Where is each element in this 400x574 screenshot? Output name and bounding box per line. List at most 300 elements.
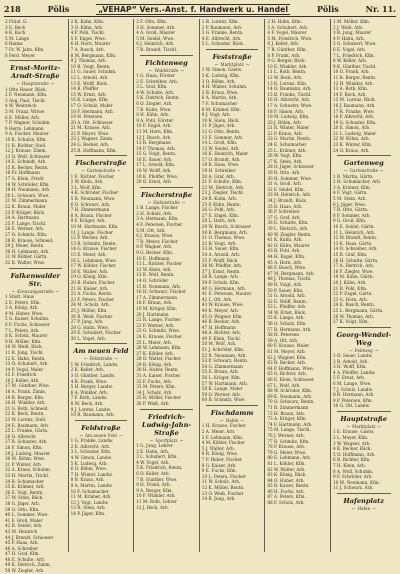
resident-entry: 1 G. Franke, Landw.	[70, 438, 114, 444]
resident-entry: 80 E. Lehmann, Arb.	[267, 455, 312, 461]
street-heading: Am neuen Feld	[73, 347, 129, 356]
street-crossing: ← Hafenstraße →	[136, 200, 197, 205]
resident-entry: 5 M. Lange	[5, 35, 30, 41]
resident-entry: 77 R. Schmitz, Kfm.	[267, 438, 310, 444]
resident-entry: 4 F. Vogel, Maurer	[267, 30, 307, 36]
resident-entry: 60 F. Krause, Maler	[267, 343, 310, 349]
resident-entry: 43 M. Heinrich	[5, 528, 38, 534]
resident-entry: 21 R. Winter, Maler	[267, 125, 310, 131]
resident-entry: 88 F. Scholz, Arb.	[267, 500, 305, 506]
resident-entry: 11 L. Heinrich, Arb.	[332, 229, 376, 235]
resident-entry: 16 L. Lehmann, Wwe.	[70, 257, 117, 263]
resident-entry: 2 E. Albrecht, Arb.	[70, 443, 111, 449]
resident-entry: 4 E. Albrecht, Arb.	[201, 35, 242, 41]
resident-entry: 12 K. Möller, Rentn.	[201, 484, 245, 490]
resident-entry: 55 E. Braun, Arb.	[201, 369, 239, 375]
resident-entry: 22 P. Werner, Arb.	[136, 322, 175, 328]
resident-entry: 10 R. Stein, Bäck.	[201, 117, 240, 123]
street-divider	[140, 187, 193, 188]
resident-entry: 5 B. Kraus, Wwe.	[201, 89, 239, 95]
resident-entry: 6 H. Horn, Maurer	[70, 41, 111, 47]
resident-entry: 46 B. Becker, Arb.	[201, 319, 241, 325]
resident-entry: 39 L. Dietrich, Arb.	[267, 225, 309, 231]
resident-entry: 21 F. Schulte, Kfm.	[201, 179, 243, 185]
resident-entry: 20 H. Winkler, Arb.	[5, 400, 46, 406]
resident-entry: 54 W. Ernst, Bäck.	[267, 309, 307, 315]
resident-entry: 16 H. Albrecht, Arb.	[267, 97, 311, 103]
street-heading: Gartenweg	[343, 159, 384, 168]
street-divider	[140, 409, 193, 410]
resident-entry: 1 Städt. Haus	[5, 293, 35, 299]
resident-entry: 15 G. Voigt, Rentn.	[136, 151, 177, 157]
resident-entry: 29 B. Otto, Arb.	[267, 170, 301, 176]
street-heading: Georg-Wendel-Weg	[336, 330, 392, 347]
resident-entry: 7 R. Günther, Kfm.	[267, 46, 307, 52]
resident-entry: 60 B. Schmitz, Wwe.	[201, 397, 246, 403]
street-heading: Falkenwalder Str.	[10, 271, 60, 288]
resident-entry: 37 G. Graf, Arb.	[267, 214, 301, 220]
resident-entry: 51 G. Arnold, Arb.	[267, 293, 306, 299]
resident-entry: 5 G. Kaiser, Schuhm.	[5, 316, 50, 322]
resident-entry: 25 P. Kühn, Rentn.	[201, 201, 241, 207]
resident-entry: 1 B. Lange, Fischer	[136, 205, 178, 211]
resident-entry: 24 M. Scholz, Arb.	[70, 302, 110, 308]
resident-entry: 79 G. Meier, Wwe.	[267, 449, 307, 455]
resident-entry: 12 P. Werner, Arb.	[70, 235, 109, 241]
resident-entry: 1 E. Richter, Fischer	[70, 173, 115, 179]
resident-entry: 5 L. Schuster, Bäck.	[201, 41, 245, 47]
resident-entry: 19 K. Pfeiffer, Wwe.	[136, 173, 179, 179]
resident-entry: 16 J. Keller, Arb.	[5, 377, 40, 383]
resident-entry: 18 B. Haas, Wwe.	[201, 162, 240, 168]
resident-entry: 21 G. Roth, Schneid.	[5, 405, 49, 411]
resident-entry: 25 L. Meier, Arb.	[136, 339, 173, 345]
street-crossing: ← Gartenstraße →	[71, 168, 132, 173]
directory-column	[265, 19, 331, 552]
resident-entry: 30 K. Bergmann, Arb.	[201, 229, 249, 235]
resident-entry: 69 K. Neumann, Arb.	[267, 393, 313, 399]
resident-entry: 32 F. Seidel, Kfm.	[267, 186, 305, 192]
resident-entry: 7 H. Winter, Landw.	[70, 471, 113, 477]
resident-entry: 18 P. Albrecht, Arb.	[332, 114, 375, 120]
resident-entry: 82 W. Walter, Arb.	[267, 466, 306, 472]
resident-entry: 15 R. Becker, Rentn.	[5, 164, 49, 170]
resident-entry: 3 G. Franke, Rentn.	[201, 30, 244, 36]
resident-entry: 26 W. Vogt, Kfm.	[267, 153, 303, 159]
resident-entry: 10 L. Peters, Fischer	[201, 473, 246, 479]
resident-entry: 71 B. Zimmermann	[267, 404, 309, 410]
resident-entry: 1 G. Jung, Lehrer	[136, 443, 173, 449]
street-crossing: ← Hafen →	[333, 506, 395, 511]
resident-entry: 31 P. Winter, Arb.	[5, 461, 42, 467]
resident-entry: 10 M. Hartmann, Kfm.	[70, 224, 119, 229]
resident-entry: 8 P. Frank, Arb.	[267, 52, 301, 58]
resident-entry: 41 K. Kuhn, Arb.	[267, 237, 303, 243]
resident-entry: 28 R. Krause, Schneid.	[5, 237, 54, 243]
resident-entry: 3 L. Schubert, Kfm.	[136, 454, 178, 460]
resident-entry: 40 W. Ziegler, Rentn.	[267, 231, 312, 237]
resident-entry: 4 W. Weinreich	[5, 103, 37, 109]
resident-entry: 20 L. Schwarz, Wwe.	[5, 192, 50, 198]
resident-entry: 18 W. Schröder, Kfm.	[5, 181, 50, 187]
resident-entry: 4 W. Vogel, Arb.	[136, 459, 170, 465]
resident-entry: 49 R. Voigt, Arb.	[267, 281, 303, 287]
resident-entry: 54 G. Zimmermann	[201, 363, 243, 369]
resident-entry: 28 O. Jäger, Schlosser	[267, 164, 314, 170]
street-divider	[206, 405, 259, 406]
resident-entry: 1 W. Friedrich, Landw.	[70, 361, 119, 367]
resident-entry: 16 K. Lange, Kfm.	[70, 97, 109, 103]
resident-entry: 35 F. Wolff, Bäck.	[201, 257, 239, 263]
resident-entry: 13 E. Wolff, Bäck.	[70, 80, 109, 86]
resident-entry: 57 W. Hartmann, Arb.	[201, 380, 249, 386]
resident-entry: 24 A. Hartmann	[5, 215, 40, 221]
resident-entry: 11 B. Richter, Stell.	[5, 142, 47, 148]
resident-entry: 22 P. Engel, Gärtn.	[332, 291, 373, 297]
resident-entry: 67 L. Wolf, Arb.	[267, 382, 301, 388]
resident-entry: 9 A. Berger, Kfm.	[136, 487, 173, 493]
resident-entry: 23 G. Schmitz, Wwe.	[136, 328, 181, 334]
resident-entry: 14 O. Baumann, Arb.	[267, 86, 312, 92]
resident-entry: 5 M. Seidel, Wwe.	[136, 35, 175, 41]
resident-entry: 23 W. Lorenz, Stell.	[5, 417, 47, 423]
resident-entry: 6 O. Keller, Arb.	[136, 471, 170, 476]
resident-entry: 9 P. Petersen, Kfm.	[332, 397, 373, 403]
resident-entry: 17 R. Franke, Wwe.	[332, 108, 375, 114]
resident-entry: 17 W. Köhler, Fischer	[70, 263, 116, 269]
resident-entry: 4 F. Petersen, Fischer	[136, 222, 183, 228]
resident-entry: 28 O. Walter, Fischer	[136, 356, 181, 362]
resident-entry: 32 B. Voigt, Arb.	[201, 240, 237, 246]
resident-entry: 61 M. Meyer, Arb.	[267, 349, 306, 355]
resident-entry: 17 A. Zimmermann	[136, 294, 178, 300]
page-header	[4, 2, 396, 16]
resident-entry: 3 Aug. Paul, Tischl.	[5, 97, 46, 103]
resident-entry: 32 B. Walter, Wwe.	[5, 259, 46, 265]
resident-entry: 5 F. Ernst, Arb.	[332, 375, 366, 381]
resident-entry: 22 P. Meyer, Wwe.	[70, 130, 110, 136]
resident-entry: 4 B. Frank, Wwe.	[70, 378, 108, 384]
resident-entry: 22 A. Fuchs, Rentn.	[70, 291, 113, 297]
resident-entry: 1 B. Martin, Gärtn.	[332, 173, 374, 179]
resident-entry: 3 L. Schuster, Kfm.	[70, 449, 112, 455]
resident-entry: 34 A. Arnold, Arb.	[201, 251, 241, 257]
resident-entry: 47 H. Graf, Kfm.	[5, 551, 40, 557]
resident-entry: 20 J. Böhm, Arb.	[267, 119, 303, 125]
resident-entry: 10 K. Schulze, Kfm.	[5, 136, 47, 142]
resident-entry: 11 M. Roth, Lehrer	[136, 498, 177, 504]
resident-entry: 24 G. Becker, Arb.	[70, 142, 110, 148]
resident-entry: 30 H. Sommer, Wwe.	[267, 175, 313, 181]
resident-entry: 8 M. Bergmann, Kfm.	[70, 52, 117, 58]
resident-entry: 4 K. Koch	[5, 30, 26, 36]
resident-entry: 6 O. Böhm, Wwe.	[70, 466, 108, 472]
resident-entry: 4 W. Schulte, Arb.	[136, 89, 175, 95]
resident-entry: 10 F. Schumacher	[70, 488, 109, 494]
resident-entry: 5 M. Franz, Witwe	[5, 108, 45, 114]
resident-entry: 27 E. Engel, Kfm.	[201, 212, 240, 218]
resident-entry: 19 M. Kuhn, Gärtn.	[332, 274, 374, 280]
resident-entry: 25 F. Lange, Tischl.	[5, 220, 47, 226]
resident-entry: 2 W. Klein, Arb.	[70, 179, 104, 185]
resident-entry: 52 E. Wolff, Rentn.	[267, 298, 308, 304]
resident-entry: 20 O. Ernst, Arb.	[136, 179, 172, 185]
resident-entry: 17 O. Brandt, Arb.	[201, 156, 241, 162]
resident-entry: 8 K. Scholz, Maurer	[5, 333, 48, 339]
street-crossing: ← Marktplatz →	[202, 62, 263, 67]
resident-entry: 16 H. Schwarz, Fischer	[136, 289, 186, 295]
resident-entry: 75 M. Lange, Tischl.	[267, 427, 311, 433]
resident-entry: 21 H. Kaiser, Arb.	[70, 285, 109, 291]
resident-entry: 10 M. Neumann, Kfm.	[332, 479, 380, 485]
resident-entry: 58 H. Petersen	[267, 332, 299, 338]
resident-entry: 20 B. Huber, Fischer	[70, 279, 115, 285]
resident-entry: 8 H. Kühn, Arb.	[136, 112, 170, 118]
street-divider	[337, 155, 391, 156]
resident-entry: 23 G. Horn, Arb.	[332, 296, 369, 302]
resident-entry: 23 G. Martin, Rentn.	[267, 136, 312, 142]
resident-entry: 15 F. Friedrich	[5, 372, 37, 378]
resident-entry: 20 A. Graf, Arb.	[201, 173, 236, 179]
resident-entry: 17 O. Schulz, Maler	[70, 102, 113, 108]
resident-entry: 8 P. Sommer, Arb.	[332, 212, 371, 218]
resident-entry: 3 A. König, Arb.	[5, 305, 39, 311]
resident-entry: 50 W. Ziegler, Arb.	[5, 568, 45, 574]
resident-entry: 20 J. Kühn, Arb.	[332, 279, 367, 285]
resident-entry: 5 J. Walter, Arb.	[201, 445, 235, 451]
resident-entry: 46 F. Busch, Wwe.	[267, 265, 307, 271]
resident-entry: 11 R. Jung, Tischl.	[5, 349, 44, 355]
resident-entry: 27 P. Jung, Arb.	[70, 319, 104, 325]
page-number: 218	[4, 4, 21, 14]
street-heading: Fischdamm	[210, 409, 254, 417]
resident-entry: 59 A. Ott, Arb.	[267, 337, 299, 343]
resident-entry: 12 G. Otto, Rentn.	[201, 128, 241, 134]
resident-entry: 13 O. Weiß, Fischer	[201, 490, 244, 496]
resident-entry: 22 P. Kraus, Arb.	[267, 130, 303, 136]
resident-entry: 2 P. Baumann, Arb.	[201, 24, 243, 30]
resident-entry: 2 L. Meyer, Kfm.	[332, 435, 369, 441]
directory-column	[134, 19, 200, 552]
street-crossing: ← Gartenstraße →	[333, 168, 395, 173]
resident-entry: 24 E. Baumann, Arb.	[5, 422, 50, 428]
resident-entry: 10 E. Winkler, Arb.	[267, 63, 308, 69]
resident-entry: 46 A. Schreiber	[5, 545, 39, 551]
resident-entry: 23 J. Ziegler, Tischl.	[201, 190, 244, 196]
resident-entry: 8 G. Kaiser, Arb.	[201, 462, 237, 468]
resident-entry: 6 Hanns	[5, 41, 23, 47]
resident-entry: 10 G. Ott, Landw.	[332, 403, 371, 409]
resident-entry: 2 B. Arnold, Arb.	[332, 358, 369, 364]
street-crossing: ← Feldweg →	[333, 348, 395, 353]
street-crossing: ← Hafen →	[202, 418, 263, 423]
resident-entry: 29 J. Ludwig, Maurer	[5, 450, 51, 456]
resident-entry: 28 F. Simon, Kfm.	[5, 445, 43, 450]
resident-entry: 5 F. Engel, Wwe.	[70, 35, 107, 41]
directory-column	[331, 19, 397, 552]
resident-entry: 8 M. Krämer, Kfm.	[201, 106, 241, 112]
resident-entry: 40 L. Sommer, Wwe.	[5, 512, 49, 518]
resident-entry: 76 J. Werner, Arb.	[267, 432, 305, 438]
street-divider	[337, 411, 391, 412]
resident-entry: 7 L. Friedrich, Kfm.	[332, 52, 375, 58]
street-crossing: ← Feldstraße →	[71, 356, 132, 361]
resident-entry: 34 B. Schumacher	[5, 478, 44, 484]
resident-entry: 17 A. Schuster, Wwe.	[267, 102, 313, 108]
resident-entry: 27 K. Stein, Arb.	[267, 158, 303, 164]
resident-entry: 65 G. Richter, Arb.	[267, 371, 307, 377]
resident-entry: 24 E. Schumacher	[267, 142, 307, 148]
resident-entry: 36 E. Vogt, Rentn.	[5, 489, 44, 495]
resident-entry: 5 G. Schubert, Wwe.	[332, 41, 377, 47]
directory-columns	[3, 19, 397, 574]
street-divider	[9, 268, 62, 269]
resident-entry: 19 M. Ludwig, Kfm.	[267, 114, 310, 120]
resident-entry: 23 F. Peters, Fischer	[70, 296, 115, 302]
resident-entry: 52 R. Neumann, Arb.	[201, 352, 247, 358]
resident-entry: 73 A. Krüger, Kfm.	[267, 416, 307, 422]
resident-entry: 39 O. Otto, Kfm.	[5, 506, 40, 512]
resident-entry: 25 L. Bergmann, Gärtn.	[332, 307, 384, 313]
resident-entry: 1 M. Möller, Kfm.	[332, 19, 371, 24]
directory-column	[69, 19, 135, 552]
resident-entry: 16 K. Heinrich, Maler	[201, 151, 249, 157]
street-heading: Fischerstraße	[140, 190, 193, 199]
resident-entry: 3 E. Beck	[5, 24, 26, 30]
resident-entry: 18 F. Hermann, Arb.	[70, 108, 114, 114]
resident-entry: 1 E. Krause, Gastw.	[332, 429, 375, 435]
resident-entry: 3 L. Graf, Kfm.	[136, 84, 168, 90]
resident-entry: 5 K. Friedrich, Rentn.	[136, 465, 183, 471]
resident-entry: 10 W. Weiß, Bäck.	[5, 344, 43, 350]
resident-entry: 15 W. Seidel, Arb.	[201, 145, 240, 151]
resident-entry: 45 O. Wagner, Kfm.	[201, 313, 243, 319]
resident-entry: 7 F. Roth, Landw.	[70, 395, 108, 401]
resident-entry: 3 A. Schubert, Arb.	[267, 24, 309, 30]
resident-entry: 32 A. Kraus, Schuhm.	[5, 467, 52, 473]
resident-entry: 44 K. Meyer, Arb.	[201, 307, 240, 313]
resident-entry: 7 R. Otto, Gärtn.	[332, 207, 369, 213]
resident-entry: 5 H. Berger, Landw.	[70, 384, 113, 390]
resident-entry: 25 J. Möller, Kfm.	[70, 307, 108, 313]
resident-entry: 5 K. Ludwig, Arb.	[70, 460, 108, 466]
resident-entry: 10 F. Engel, Arb.	[136, 123, 172, 129]
resident-entry: 23 J. Wagner, Zimm.	[70, 136, 114, 142]
street-divider	[9, 60, 62, 61]
resident-entry: 18 F. Simon, Arb.	[267, 108, 305, 114]
directory-column	[3, 19, 69, 574]
resident-entry: 8 R. Hermann, Arb.	[332, 392, 375, 398]
resident-entry: 21 M. Zimmermann	[5, 198, 48, 204]
resident-entry: 20 A. Ott, Schlosser	[70, 119, 113, 125]
resident-entry: 47 H. Hoffmann	[201, 324, 236, 330]
resident-entry: 48 J. Thomas, Tischl.	[267, 276, 312, 282]
section-number: Nr. 11.	[365, 4, 396, 14]
resident-entry: 13 K. Lorenz, Kfm.	[267, 80, 308, 86]
resident-entry: 5 B. Neumann, Wwe.	[70, 196, 116, 202]
resident-entry: 19 G. Schuster, Kfm.	[332, 119, 377, 125]
resident-entry: 49 F. Klein, Tischl.	[201, 335, 241, 341]
resident-entry: 38 R. Lange, Arb.	[201, 274, 240, 280]
resident-entry: 4 K. Becker, Bäck.	[332, 446, 372, 452]
street-heading: Hafenplatz	[343, 496, 385, 505]
resident-entry: 21 M. Krause, Arb.	[70, 125, 111, 131]
resident-entry: 13 K. Wolf, Rentn.	[136, 272, 175, 278]
resident-entry: 30 L. Vogel, Arb.	[70, 335, 107, 341]
street-heading: Friedrich-Ludwig-Jahn-Straße	[141, 412, 192, 437]
resident-entry: 8 A. Wolf, Schuhm.	[332, 468, 374, 474]
resident-entry: 11 J. Lange, Fischer	[70, 229, 113, 235]
resident-entry: 7 J. Schulz, Landw.	[332, 386, 373, 392]
header-rule	[4, 16, 396, 17]
resident-entry: 4 M. Köhler, Fischer	[201, 440, 245, 446]
resident-entry: 33 H. Sauer, Kfm.	[201, 246, 240, 252]
resident-entry: 19 B. Berger, Kfm.	[5, 394, 45, 400]
header-city-right: Pölis	[317, 4, 339, 14]
resident-entry: 34 J. Brandt, Bäck.	[267, 198, 308, 203]
street-heading: Feldstraße	[81, 423, 121, 432]
resident-entry: 9 J. Vogt, Arb.	[201, 112, 232, 118]
street-divider	[337, 327, 391, 328]
resident-entry: 7 B. Günther, Wwe.	[136, 476, 178, 482]
resident-entry: 14 L. Groß, Kfm.	[201, 140, 238, 146]
resident-entry: 4 A. Groß, Maurer	[136, 30, 176, 36]
resident-entry: 6 J. Keller, Arb.	[267, 41, 300, 47]
resident-entry: 57 B. Hermann, Arb.	[267, 326, 312, 332]
resident-entry: 72 H. Braun, Arb.	[267, 410, 306, 416]
resident-entry: 11 M. Krämer, Arb.	[70, 494, 112, 500]
resident-entry: 56 O. Schulz, Kfm.	[267, 321, 307, 327]
resident-entry: 9 J. Thomas, Arb.	[70, 58, 107, 64]
resident-entry: 42 O. Kühn, Maurer	[267, 242, 310, 248]
resident-entry: 2 F. Otto, Kfm.	[136, 19, 168, 24]
resident-entry: 13 O. Schubert, Arb.	[5, 361, 49, 367]
resident-entry: 38 E. Schulte, Kfm.	[267, 220, 309, 226]
resident-entry: 12 J. Krause, Zimm.	[5, 148, 47, 154]
resident-entry: 24 E. Krause, Fischer	[136, 333, 183, 339]
resident-entry: 19 O. König, Kfm.	[70, 274, 108, 280]
resident-entry: 50 M. Wolf, Arb.	[201, 341, 237, 347]
resident-entry: 35 K. Krämer, Arb.	[5, 484, 45, 490]
resident-entry: 3 O. Böhm, Arb.	[201, 78, 236, 84]
resident-entry: 32 F. Fuchs, Arb.	[136, 378, 173, 384]
resident-entry: 23 K. Winter, Kfm.	[332, 142, 373, 148]
resident-entry: 3 H. Wolff, Kfm.	[332, 364, 367, 370]
resident-entry: 26 O. Albrecht	[5, 433, 36, 439]
resident-entry: 7 H. Zimmermann	[70, 207, 110, 213]
resident-entry: 11 B. Berger, Rentn.	[332, 74, 377, 80]
resident-entry: 11 L. Richter, Fischer	[136, 261, 183, 267]
street-heading: Fischerstraße	[75, 159, 127, 168]
resident-entry: 14 F. Beck, Arb.	[332, 91, 367, 97]
resident-entry: 14 P. Thomas, Arb.	[136, 145, 176, 151]
resident-entry: 1 H. Krause, Fischer	[201, 423, 246, 429]
resident-entry: 2 H. Hahn, Kfm.	[267, 19, 302, 24]
resident-entry: 15 B. Graf, Kfm.	[332, 251, 368, 257]
resident-entry: 2 F. Neumann, Kfm.	[5, 92, 48, 98]
resident-entry: 1 O. Sauer, Landw.	[332, 353, 373, 359]
resident-entry: 5 O. Hoffmann, Arb.	[332, 451, 376, 457]
resident-entry: 36 P. Schreiber	[267, 209, 300, 215]
resident-entry: 4 K. Schröder, Fischer	[70, 190, 119, 196]
resident-entry: 11 P. Jäger, Arb.	[201, 123, 236, 129]
resident-entry: 11 M. Horn, Kfm.	[136, 128, 174, 134]
resident-entry: 26 R. Weiß, Fischer	[70, 313, 113, 319]
resident-entry: 17 G. Klein, Frisör	[5, 176, 45, 182]
resident-entry: 12 W. Klein, Arb.	[136, 266, 172, 272]
directory-column	[200, 19, 266, 552]
resident-entry: 26 W. Lehmann, Kfm.	[136, 345, 182, 351]
